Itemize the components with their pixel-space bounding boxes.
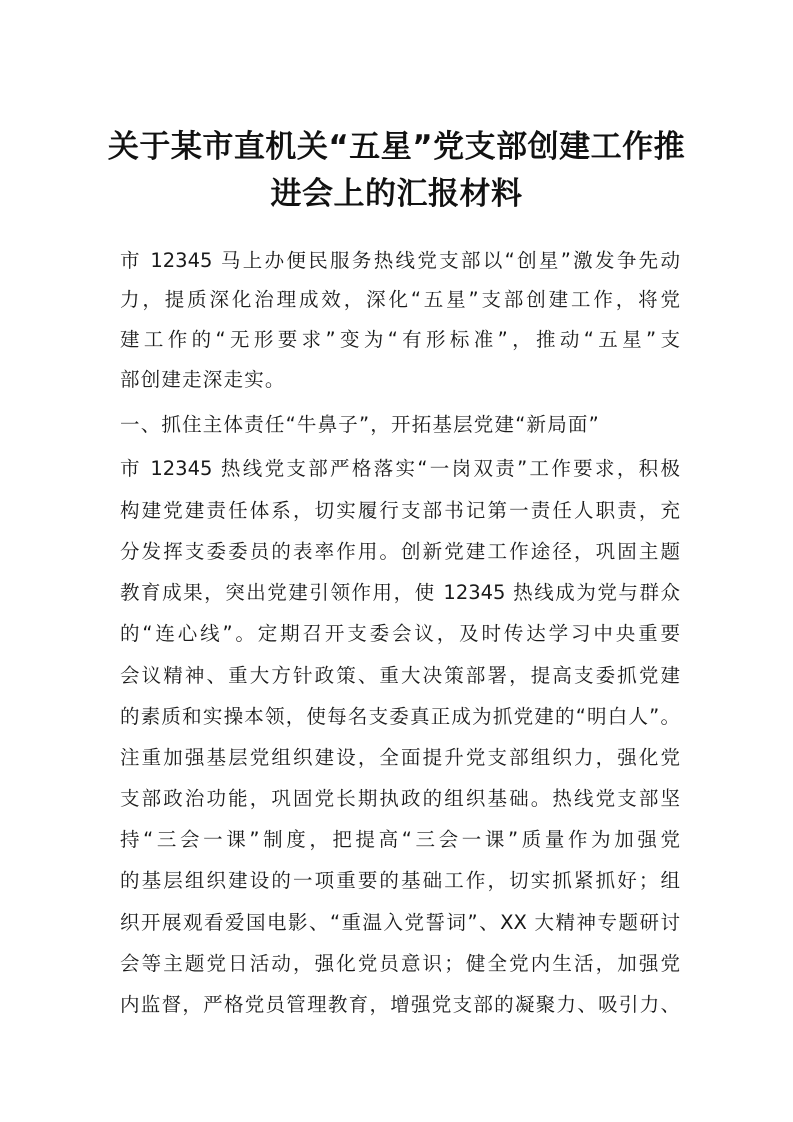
body-line: 支部政治功能，巩固党长期执政的组织基础。热线党支部坚 xyxy=(120,787,680,810)
body-line: 会议精神、重大方针政策、重大决策部署，提高支委抓党建 xyxy=(120,664,680,687)
body-line: 市 12345 马上办便民服务热线党支部以“创星”激发争先动 xyxy=(120,249,680,272)
section-heading: 一、抓住主体责任“牛鼻子”，开拓基层党建“新局面” xyxy=(120,413,600,436)
body-line: 持“三会一课”制度，把提高“三会一课”质量作为加强党 xyxy=(120,828,680,851)
document-title-line-2: 进会上的汇报材料 xyxy=(270,176,523,212)
body-line: 的基层组织建设的一项重要的基础工作，切实抓紧抓好；组 xyxy=(120,869,680,892)
body-line: 教育成果，突出党建引领作用，使 12345 热线成为党与群众 xyxy=(120,581,680,604)
body-line: 部创建走深走实。 xyxy=(120,368,286,391)
body-line: 分发挥支委委员的表率作用。创新党建工作途径，巩固主题 xyxy=(120,540,680,563)
document-title-line-1: 关于某市直机关“五星”党支部创建工作推 xyxy=(107,129,686,165)
body-line: 会等主题党日活动，强化党员意识；健全党内生活，加强党 xyxy=(120,952,680,975)
body-line: 注重加强基层党组织建设，全面提升党支部组织力，强化党 xyxy=(120,746,680,769)
body-line: 建工作的“无形要求”变为“有形标准”，推动“五星”支 xyxy=(120,328,680,351)
body-line: 构建党建责任体系，切实履行支部书记第一责任人职责，充 xyxy=(120,499,680,522)
body-line: 的素质和实操本领，使每名支委真正成为抓党建的“明白人”。 xyxy=(120,705,680,728)
body-line: 内监督，严格党员管理教育，增强党支部的凝聚力、吸引力、 xyxy=(120,993,680,1016)
body-line: 织开展观看爱国电影、“重温入党誓词”、XX 大精神专题研讨 xyxy=(120,911,680,934)
body-line: 的“连心线”。定期召开支委会议，及时传达学习中央重要 xyxy=(120,622,680,645)
body-line: 市 12345 热线党支部严格落实“一岗双责”工作要求，积极 xyxy=(120,457,680,480)
body-line: 力，提质深化治理成效，深化“五星”支部创建工作，将党 xyxy=(120,288,680,311)
